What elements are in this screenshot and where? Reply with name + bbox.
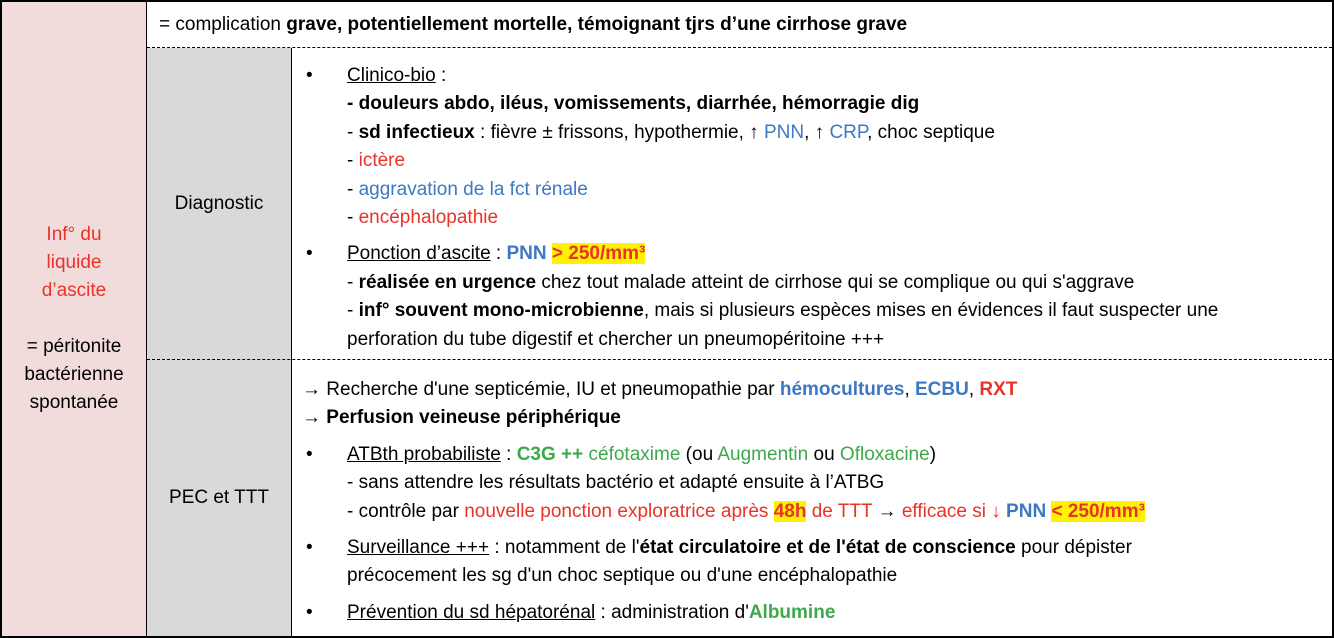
urgent-detail: chez tout malade atteint de cirrhose qui se complique ou qui s'aggrave (536, 271, 1135, 293)
dash: - (347, 271, 359, 293)
pnn-term: PNN (506, 243, 547, 265)
surveillance-bold: état circulatoire et de l'état de conscience (639, 537, 1016, 559)
bullet-atbth (302, 441, 1324, 526)
diagnostic-label: Diagnostic (174, 193, 264, 214)
crp-term: CRP (829, 121, 868, 143)
or-text: (ou (680, 443, 718, 465)
pec-label-cell (147, 360, 292, 636)
renal-text: aggravation de la fct rénale (358, 178, 588, 200)
or-text: ou (808, 443, 840, 465)
hemocultures-term: hémocultures (779, 379, 905, 400)
condition-definition-line1: = péritonite (26, 336, 122, 357)
infectious-text: : fièvre ± frissons, hypothermie, ↑ (474, 121, 764, 143)
rxt-term: RXT (979, 379, 1018, 400)
ofloxacine-term: Ofloxacine (839, 443, 930, 465)
ecbu-term: ECBU (915, 379, 969, 400)
condition-definition-line2: bactérienne (24, 364, 124, 385)
comma: , (904, 379, 915, 400)
dash: - (347, 121, 359, 143)
c3g-term: C3G ++ (516, 443, 584, 465)
effective-text: efficace si ↓ (901, 500, 1001, 522)
encephalopathy-text: encéphalopathie (358, 207, 499, 229)
jaundice-text: ictère (358, 150, 406, 172)
close-paren: ) (929, 443, 937, 465)
condition-title-line2: liquide (46, 252, 102, 273)
surveillance-text: : notamment de l' (489, 537, 640, 559)
pnn-threshold: > 250/mm³ (551, 243, 646, 265)
delay-48h: 48h (773, 500, 807, 522)
ttt-text: de TTT (806, 500, 873, 522)
perforation-text: perforation du tube digestif et chercher un pneumopéritoine +++ (347, 328, 885, 350)
perfusion-line (302, 404, 1324, 432)
clinico-bio-title: Clinico-bio (347, 65, 436, 86)
diagnostic-content (302, 62, 1324, 354)
row-divider (147, 359, 1332, 360)
pec-label: PEC et TTT (169, 487, 269, 508)
pnn-target: < 250/mm³ (1051, 500, 1145, 522)
bullet-prevention (302, 599, 1324, 627)
atbth-title: ATBth probabiliste (347, 443, 501, 465)
surveillance-line2: précocement les sg d'un choc septique ou d'une encéphalopathie (347, 565, 898, 587)
dash: - (347, 178, 359, 200)
prevention-title: Prévention du sd hépatorénal (347, 601, 596, 623)
augmentin-term: Augmentin (717, 443, 809, 465)
colon: : (500, 443, 517, 465)
control-text: - contrôle par (347, 500, 465, 522)
pnn-term: PNN (763, 121, 805, 143)
comma: , (968, 379, 980, 400)
condition-title-line3: d’ascite (41, 280, 107, 301)
surveillance-end: pour dépister (1015, 537, 1132, 559)
search-line (302, 376, 1324, 404)
arrow: → (872, 500, 902, 522)
separator: , ↑ (804, 121, 830, 143)
new-puncture-text: nouvelle ponction exploratrice après (464, 500, 774, 522)
mono-microbial-detail: , mais si plusieurs espèces mises en évidences il faut suspecter une (643, 300, 1219, 322)
bullet-ponction (302, 240, 1324, 354)
albumine-term: Albumine (748, 601, 836, 623)
pec-content (302, 376, 1324, 627)
dash: - (347, 150, 359, 172)
perfusion-text: Perfusion veineuse périphérique (326, 407, 621, 429)
definition-prefix: = complication (159, 14, 287, 35)
infectious-syndrome: sd infectieux (358, 121, 475, 143)
bullet-clinico-bio (302, 62, 1324, 232)
condition-title-line1: Inf° du (46, 224, 102, 245)
cefotaxime-term: céfotaxime (588, 443, 681, 465)
search-text: → Recherche d'une septicémie, IU et pneumopathie par (302, 379, 780, 400)
row-header-cell (2, 2, 147, 636)
diagnostic-label-cell (147, 48, 292, 360)
septic-shock-text: , choc septique (867, 121, 995, 143)
arrow: → (302, 407, 327, 429)
definition-row (147, 2, 1332, 48)
dash: - (347, 207, 359, 229)
colon: : (490, 243, 507, 265)
ponction-title: Ponction d’ascite (347, 243, 491, 265)
pnn-term: PNN (1006, 500, 1047, 522)
colon: : (435, 65, 447, 86)
clinical-signs: - douleurs abdo, iléus, vomissements, diarrhée, hémorragie dig (347, 93, 920, 115)
dash: - (347, 300, 359, 322)
urgent-text: réalisée en urgence (358, 271, 537, 293)
mono-microbial-text: inf° souvent mono-microbienne (358, 300, 644, 322)
prevention-text: : administration d' (595, 601, 749, 623)
atbg-text: - sans attendre les résultats bactério et adapté ensuite à l’ATBG (347, 472, 885, 494)
definition-bold: grave, potentiellement mortelle, témoignant tjrs d’une cirrhose grave (286, 14, 908, 35)
surveillance-title: Surveillance +++ (347, 537, 490, 559)
bullet-surveillance (302, 534, 1324, 591)
condition-definition-line3: spontanée (29, 392, 119, 413)
